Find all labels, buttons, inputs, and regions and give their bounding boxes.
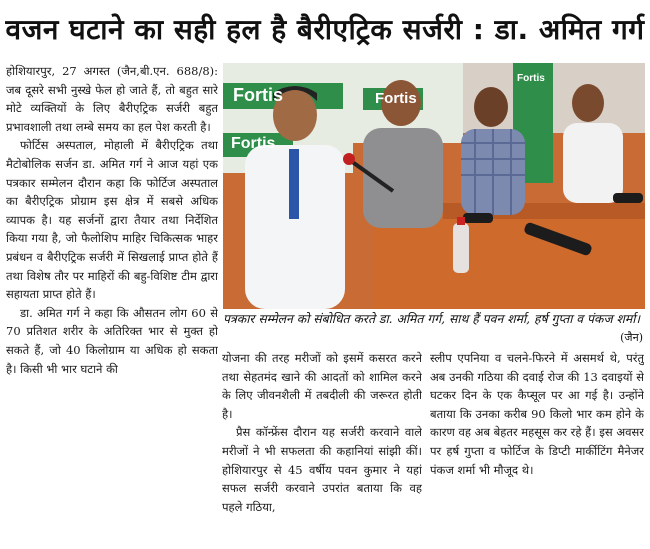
headline: वजन घटाने का सही हल है बैरीएट्रिक सर्जरी : डा. अमित गर्ग [5,13,645,46]
banner-text: Fortis [231,135,276,152]
banner-text: Fortis [517,73,545,84]
paragraph: होशियारपुर, 27 अगस्त (जैन,बी.एन. 688/8): जब दूसरे सभी नुस्खे फेल हो जाते हैं, तो बहुत सारे मोटे व्यक्तियों के लिए बैरीएट्रिक सर्जरी बहुत प्रभावशाली तथा लम्बे समय का हल पेश करती है। [6,64,218,134]
article-column-1 [6,62,218,546]
press-conference-photo [223,63,645,309]
photo-caption [223,311,645,347]
paragraph: फोर्टिस अस्पताल, मोहाली में बैरीएट्रिक तथा मैटोबोलिक सर्जन डा. अमित गर्ग ने आज यहां एक पत्रकार सम्मेलन दौरान कहा कि फोर्टिज अस्पताल का बैरीएट्रिक प्रोग्राम इस क्षेत्र में सबसे अधिक व्यापक है। यह सर्जनों द्वारा तैयार तथा निर्देशित किया गया है, जो फैलोशिप माहिर चिकित्सक भाहर प्रबंधन व बैरीएट्रिक सर्जरी में सिखलाई प्राप्त होते हैं तथा विशेष तौर पर माहिरों की बहु-विशिष्ट टीम द्वारा सहायता प्राप्त होते हैं। [6,138,218,302]
caption-credit: (जैन) [620,331,643,344]
banner-text: Fortis [375,90,417,107]
banner-text: Fortis [233,85,284,105]
paragraph: डा. अमित गर्ग ने कहा कि औसतन लोग 60 से 70 प्रतिशत शरीर के अतिरिक्त भार से मुक्त हो सकते हैं, जो 40 किलोग्राम या अधिक हो सकता है। किसी भी भार घटाने की [6,305,218,376]
paragraph: योजना की तरह मरीजों को इसमें कसरत करने तथा सेहतमंद खाने की आदतों को शामिल करने के लिए जीवनशैली में तबदीली की जरूरत होती है। [222,351,422,421]
caption-text: पत्रकार सम्मेलन को संबोधित करते डा. अमित गर्ग, साथ हैं पवन शर्मा, हर्ष गुप्ता व पंकज शर्मा। [223,312,641,326]
paragraph: स्लीप एपनिया व चलने-फिरने में असमर्थ थे, परंतु अब उनकी गठिया की दवाई रोज की 13 दवाइयों से घटकर दिन के एक कैप्सूल पर आ गई है। उन्होंने बताया कि उनका करीब 90 किलो भार कम होने के कारण वह अब बेहतर महसूस कर रहे हैं। इस अवसर पर हर्ष गुप्ता व फोर्टिज के डिप्टी मार्कीटिंग मैनेजर पंकज शर्मा भी मौजूद थे। [430,351,644,477]
paragraph: प्रैस कॉन्फ्रेंस दौरान यह सर्जरी करवाने वाले मरीजों ने भी सफलता की कहानियां सांझी कीं। होशियारपुर से 45 वर्षीय पवन कुमार ने यहां सफल सर्जरी करवाने उपरांत बताया कि वह पहले गठिया, [222,425,422,514]
article-column-2 [222,349,422,545]
article-column-3 [430,349,644,545]
